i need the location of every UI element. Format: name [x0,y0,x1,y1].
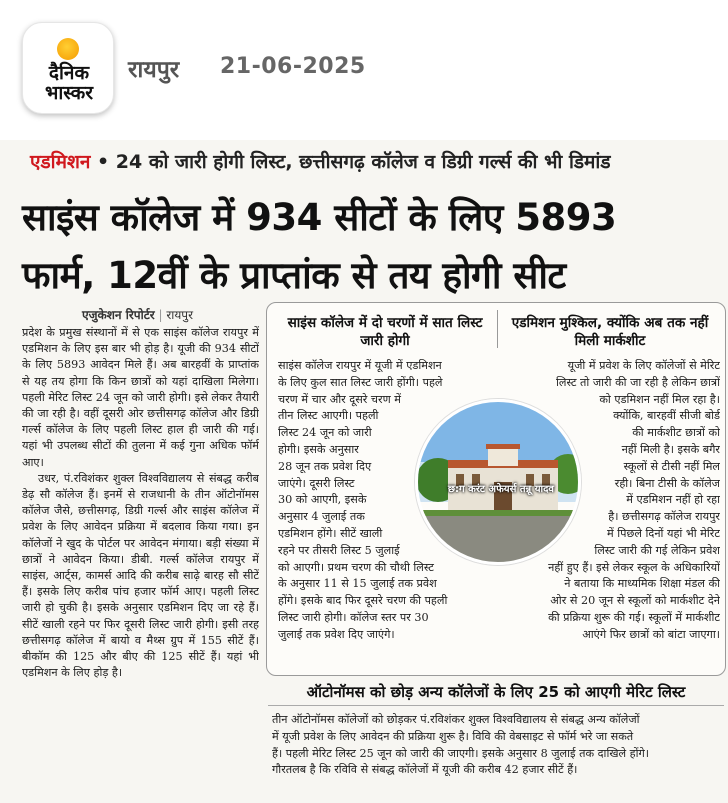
photo-caption: छ:ग करंट अफेयर्स तन्नू यादव [448,484,554,495]
sun-icon [57,38,79,60]
text-line: रहने पर तीसरी लिस्ट 5 जुलाई [278,543,400,557]
column-divider [497,310,498,348]
text-line: आएंगे फिर छात्रों को बांटा जाएगा। [582,627,720,641]
text-line: होंगे। इसके बाद फिर दूसरे चरण की पहली [278,594,448,608]
text-line: को एडमिशन नहीं मिल रहा है। [599,392,720,406]
text-line: 30 को आएगी, इसके [278,493,367,507]
byline-author: एजुकेशन रिपोर्टर [82,308,155,322]
text-line: लिस्ट 24 जून को जारी [278,426,372,440]
text-line: में एडमिशन नहीं हो रहा [626,493,720,507]
text-line: स्कूलों से टीसी नहीं मिल [623,459,720,473]
text-line: लिस्ट जारी होगी। कॉलेज स्तर पर 30 [278,610,429,624]
text-line: चरण में चार और दूसरे चरण में [278,392,401,406]
mid-column-heading: साइंस कॉलेज में दो चरणों में सात लिस्ट जारी होगी [287,315,483,349]
logo-line1: दैनिक [48,62,90,84]
text-line: तीन ऑटोनॉमस कॉलेजों को छोड़कर पं.रविशंकर शुक्ल विश्वविद्यालय से संबद्ध अन्य कॉलेजों [272,713,640,726]
text-line: में यूजी प्रवेश के लिए आवेदन की प्रक्रिया शुरू है। विवि की वेबसाइट से फॉर्म भरे जा सकते [272,729,634,743]
dainik-bhaskar-logo[interactable] [22,22,114,114]
text-line: क्योंकि, बारहवीं सीजी बोर्ड [613,409,720,423]
kicker [30,148,720,174]
kicker-text: • 24 को जारी होगी लिस्ट, छत्तीसगढ़ कॉलेज व डिग्री गर्ल्स की भी डिमांड [90,151,611,173]
text-line: है। छत्तीसगढ़ कॉलेज रायपुर [608,510,720,524]
text-line: नहीं मिली है। इसके बगैर [621,442,720,456]
bottom-section-rule [268,705,724,706]
text-line: लिस्ट जारी की गई लेकिन प्रवेश [594,543,720,557]
headline-line-1: साइंस कॉलेज में 934 सीटों के लिए 5893 [22,196,617,239]
text-line: साइंस कॉलेज रायपुर में यूजी में एडमिशन [278,359,442,372]
text-line: ने बताया कि माध्यमिक शिक्षा मंडल की [564,577,720,591]
text-line: नहीं हुए हैं। इसे लेकर स्कूल के अधिकारियों [548,560,720,574]
text-line: अनुसार 4 जुलाई तक [278,510,365,524]
text-line: के लिए कुल सात लिस्ट जारी होंगी। पहले [278,375,443,389]
bottom-section-text [272,712,724,779]
kicker-label: एडमिशन [30,151,91,173]
logo-line2: भास्कर [44,82,94,104]
main-body-column [22,325,259,788]
text-line: में पिछले दिनों यहां भी मेरिट [607,526,720,540]
right-column-heading: एडमिशन मुश्किल, क्योंकि अब तक नहीं मिली मार्कशीट [511,315,709,349]
byline [82,306,193,323]
text-line: ओर से 20 जून से स्कूलों को मार्कशीट देने [550,594,720,608]
college-photo [415,399,581,565]
text-line: 28 जून तक प्रवेश दिए [278,459,372,473]
text-line: होगी। इसके अनुसार [278,442,359,456]
text-line: गौरतलब है कि रविवि से संबद्ध कॉलेजों में यूजी की करीब 42 हजार सीटें हैं। [272,763,578,777]
bottom-section-heading: ऑटोनॉमस को छोड़ अन्य कॉलेजों के लिए 25 को आएगी मेरिट लिस्ट [306,683,686,701]
text-line: जाएंगे। दूसरी लिस्ट [278,476,355,490]
byline-place: रायपुर [166,308,194,322]
text-line: की मार्कशीट छात्रों को [632,426,720,440]
edition-city[interactable]: रायपुर [128,57,180,83]
text-line: जुलाई तक प्रवेश दिए जाएंगे। [278,627,395,641]
text-line: की प्रक्रिया शुरू की गई। स्कूलों में मार्कशीट [548,610,720,624]
body-paragraph-2: उधर, पं.रविशंकर शुक्ल विश्वविद्यालय से संबद्ध करीब डेढ़ सौ कॉलेज हैं। इनमें से राजधानी के तीन ऑटोनॉमस कॉलेज जैसे, छत्तीसगढ़, डिग्री गर्ल्स और साइंस कॉलेज में प्रवेश के लिए आवेदन प्रक्रिया में बदलाव किया गया। इन कॉलेजों ने खुद के पोर्टल पर आवेदन मंगाया। बड़ी संख्या में छात्रों ने आवेदन किया। डीबी. गर्ल्स कॉलेज रायपुर में साइंस, आर्ट्स, कामर्स आदि की करीब साढ़े बारह सौ सीटें हैं। इसके लिए करीब पांच हजार फॉर्म आए। पहली लिस्ट जारी हो चुकी है। इसके अनुसार एडमिशन दिए जा रहे हैं। सीटें खाली रहने पर फिर दूसरी लिस्ट जारी होगी। इसी तरह छत्तीसगढ़ कॉलेज में बायो व मैथ्स ग्रुप में 155 सीटें हैं। बीकॉम की 125 और बीए की 125 सीटें हैं। यहां भी एडमिशन के लिए होड़ है। [22,471,259,680]
body-paragraph-1: प्रदेश के प्रमुख संस्थानों में से एक साइंस कॉलेज रायपुर में एडमिशन के लिए इस बार भी होड़ है। यूजी की 934 सीटों के लिए 5893 आवेदन मिले हैं। अब बारहवीं के प्राप्तांक से यह तय होगा कि किन छात्रों को यहां दाखिला मिलेगा। पहली मेरिट लिस्ट 24 जून को जारी होगी। इसे लेकर तैयारी की जा रही है। वहीं दूसरी ओर छत्तीसगढ़ कॉलेज और डिग्री गर्ल्स कॉलेज के लिए पहली लिस्ट हाल ही जारी की गई। यहां भी उपलब्ध सीटों की तुलना में कई गुना अधिक फॉर्म आए। [22,326,259,469]
text-line: यूजी में प्रवेश के लिए कॉलेजों से मेरिट [567,359,720,372]
edition-date[interactable]: 21-06-2025 [220,54,366,79]
text-line: एडमिशन होंगे। सीटें खाली [278,526,383,540]
byline-separator: | [154,308,167,322]
text-line: रही। बिना टीसी के कॉलेज [614,476,720,490]
text-line: को आएगी। प्रथम चरण की चौथी लिस्ट [278,560,434,574]
headline-line-2: फार्म, 12वीं के प्राप्तांक से तय होगी सीट [22,254,566,297]
text-line: हैं। पहली मेरिट लिस्ट 25 जून को जारी की जाएगी। इसके अनुसार 8 जुलाई तक दाखिले होंगे। [272,746,650,760]
text-line: लिस्ट तो जारी की जा रही है लेकिन छात्रों [555,375,720,389]
text-line: तीन लिस्ट आएगी। पहली [278,409,379,423]
text-line: के अनुसार 11 से 15 जुलाई तक प्रवेश [278,577,437,591]
app-header [0,0,728,140]
